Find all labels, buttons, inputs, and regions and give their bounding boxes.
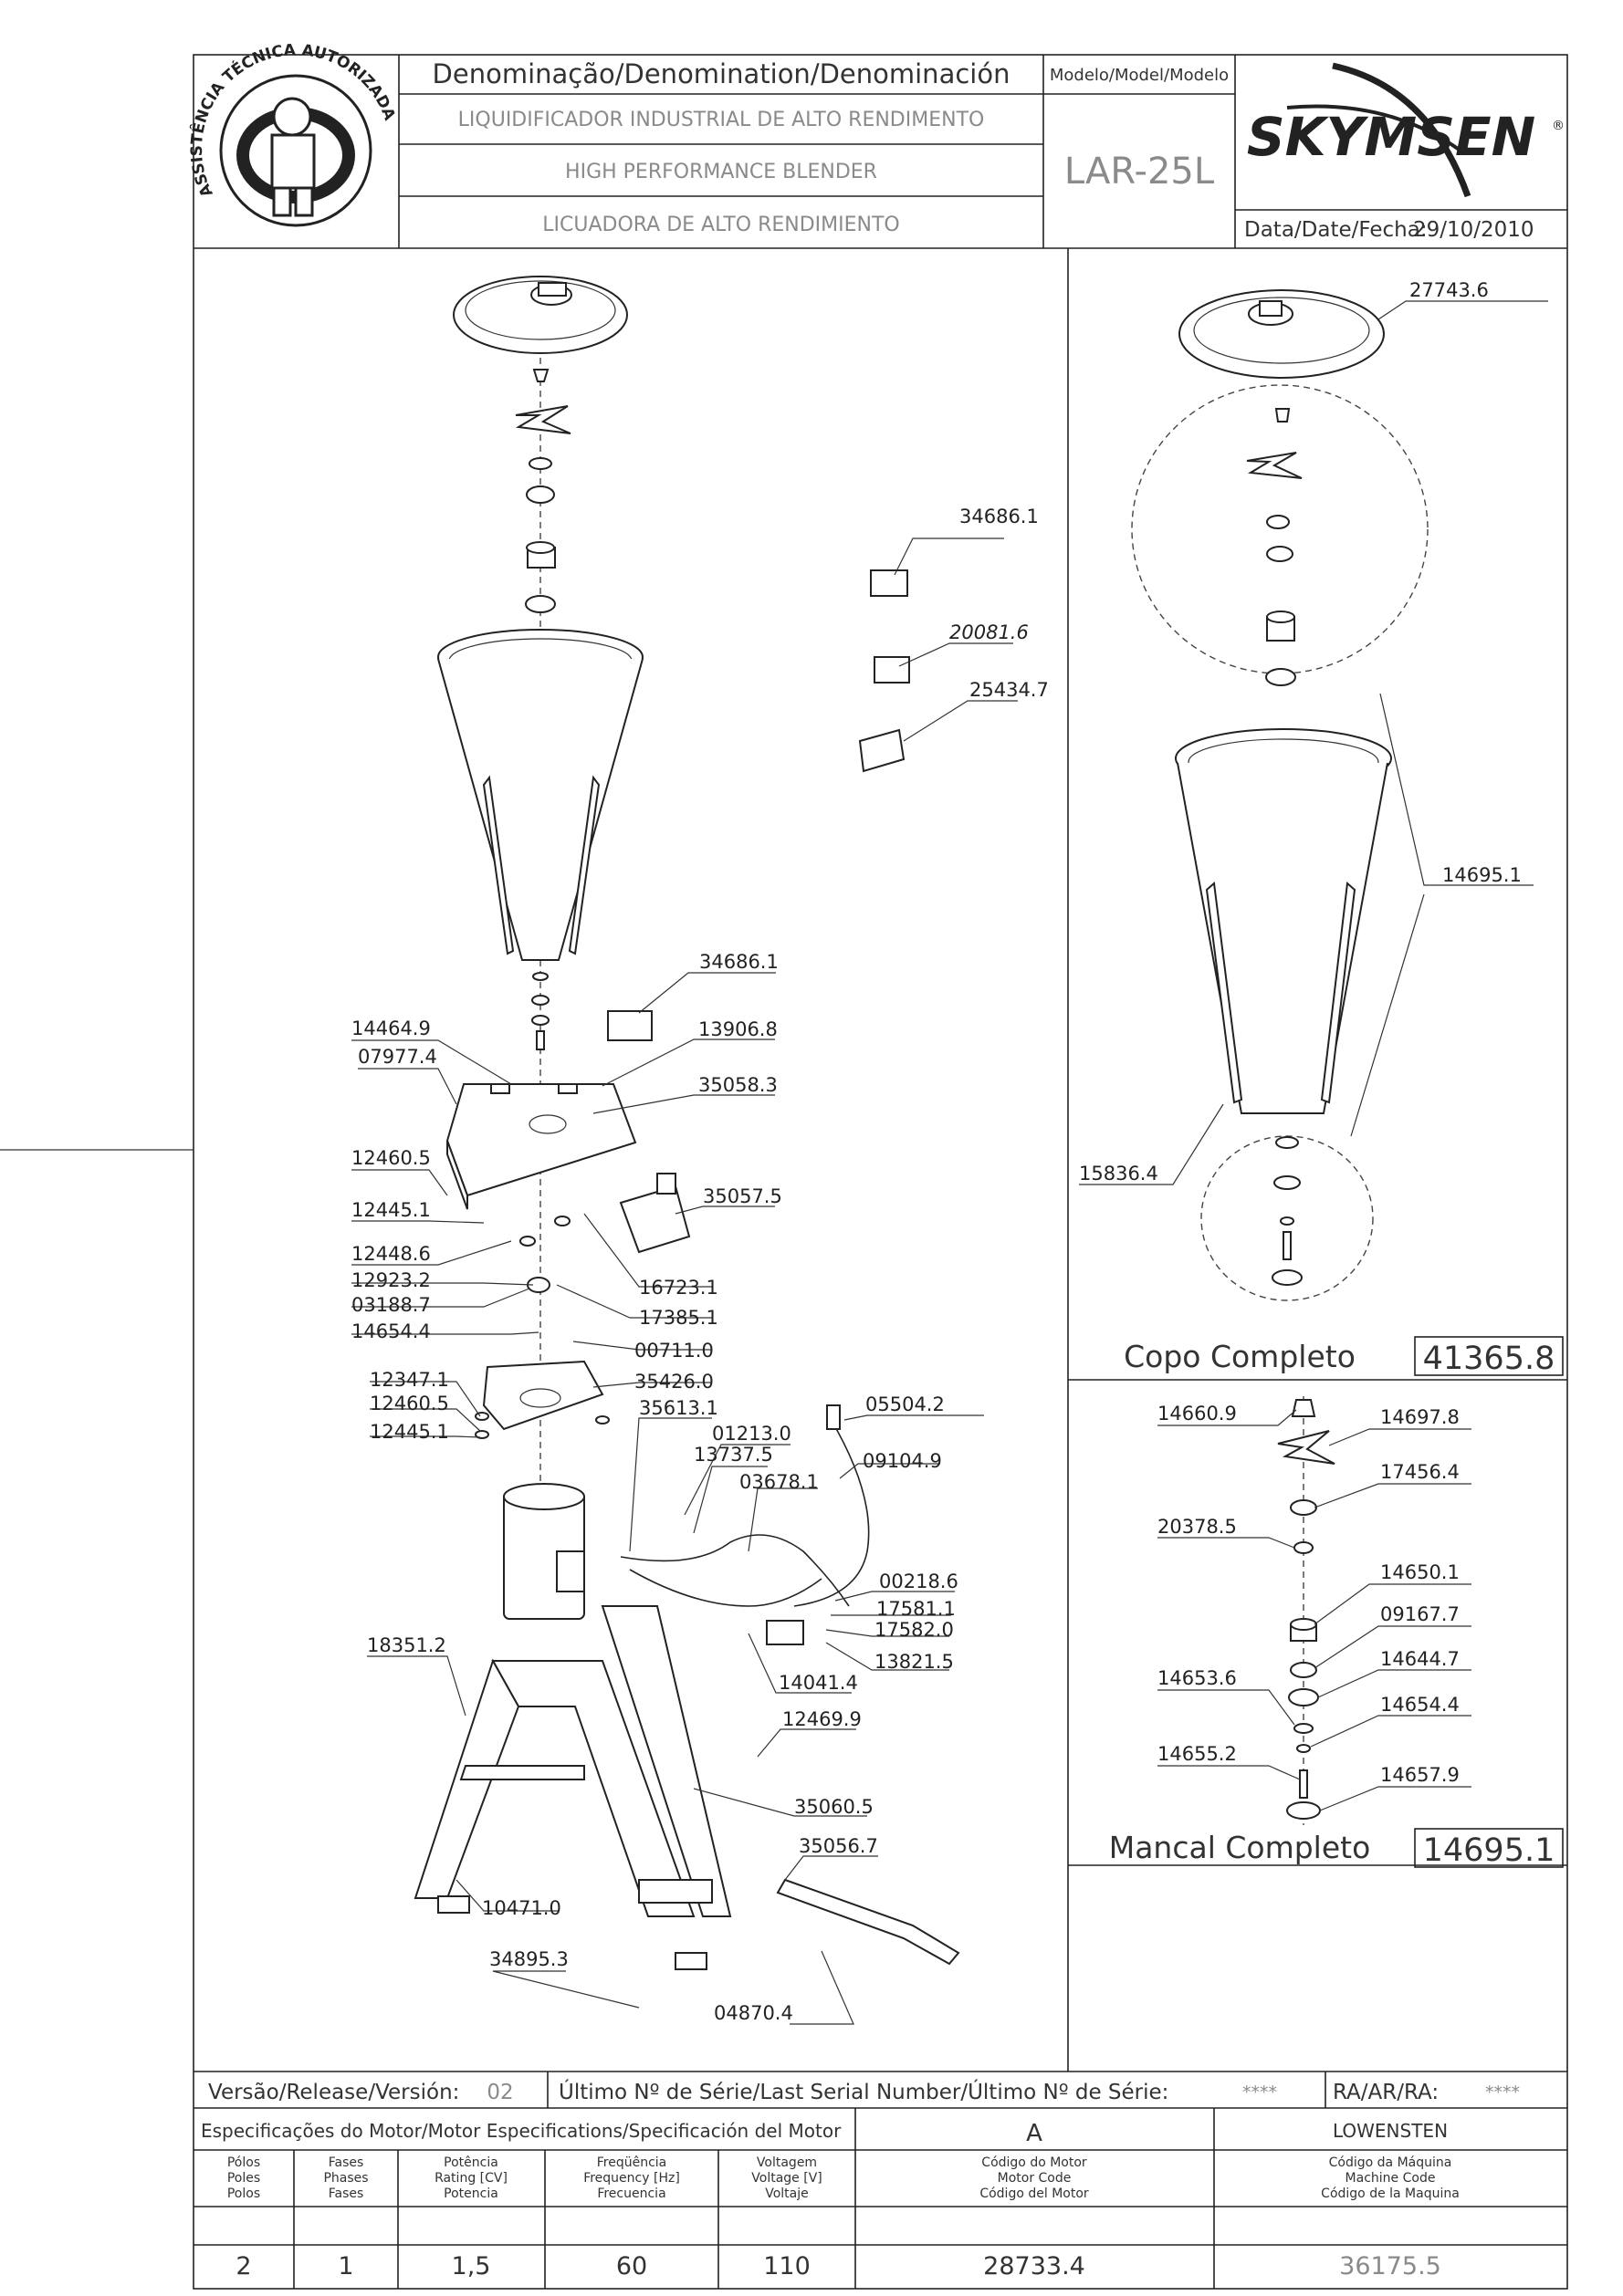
voltage-header: Voltage [V] <box>751 2171 822 2186</box>
version-label: Versão/Release/Versión: <box>208 2081 460 2104</box>
part-label: 20081.6 <box>949 621 1029 643</box>
motor-code-header: Motor Code <box>997 2171 1072 2186</box>
part-label: 34686.1 <box>959 506 1039 527</box>
blank-sticker <box>860 730 904 771</box>
part-label: 16723.1 <box>639 1277 718 1299</box>
phases-header: Fases <box>328 2186 364 2201</box>
frequency-value: 60 <box>615 2252 648 2280</box>
mancal-label: 17456.4 <box>1380 1461 1460 1483</box>
copo-label: 14695.1 <box>1442 864 1522 886</box>
voltage-header: Voltaje <box>765 2186 809 2201</box>
serial-label: Último Nº de Série/Last Serial Number/Último Nº de Série: <box>559 2081 1169 2104</box>
rating-header: Rating [CV] <box>435 2171 508 2186</box>
poles-header: Poles <box>226 2171 261 2186</box>
part-label: 18351.2 <box>367 1634 446 1656</box>
motor-code-value: 28733.4 <box>983 2252 1085 2280</box>
part-label: 03678.1 <box>739 1471 819 1493</box>
mancal-label: 14654.4 <box>1380 1694 1460 1716</box>
part-label: 07977.4 <box>358 1046 437 1068</box>
part-label: 04870.4 <box>714 2002 793 2024</box>
motor-code-header: Código do Motor <box>981 2155 1087 2170</box>
a-frame-stand <box>415 1606 730 1969</box>
rating-header: Potencia <box>444 2186 498 2201</box>
part-label: 25434.7 <box>969 679 1049 701</box>
part-label: 05504.2 <box>865 1393 945 1415</box>
motor-spec-label: Especificações do Motor/Motor Especifications/Specificación del Motor <box>201 2120 842 2142</box>
poles-header: Polos <box>226 2186 261 2201</box>
spec-column-headers <box>227 2155 1460 2201</box>
product-name-en: HIGH PERFORMANCE BLENDER <box>565 161 877 183</box>
part-label: 12347.1 <box>370 1369 449 1391</box>
motor <box>504 1484 584 1619</box>
ra-label: RA/AR/RA: <box>1333 2081 1440 2104</box>
part-label: 17581.1 <box>876 1598 956 1620</box>
copo-title: Copo Completo <box>1124 1339 1356 1374</box>
mancal-label: 14655.2 <box>1157 1743 1237 1765</box>
part-label: 35060.5 <box>794 1796 874 1818</box>
model-label: Modelo/Model/Modelo <box>1049 66 1230 85</box>
mancal-label: 14657.9 <box>1380 1764 1460 1786</box>
part-label: 17582.0 <box>874 1619 954 1641</box>
mancal-label: 20378.5 <box>1157 1516 1237 1538</box>
poles-value: 2 <box>236 2252 252 2280</box>
part-label: 14041.4 <box>779 1672 858 1694</box>
phases-header: Phases <box>323 2171 369 2186</box>
mancal-title: Mancal Completo <box>1108 1830 1371 1865</box>
part-label: 34895.3 <box>489 1948 569 1970</box>
voltage-value: 110 <box>763 2252 811 2280</box>
part-label: 14464.9 <box>351 1018 431 1039</box>
part-label: 10471.0 <box>482 1897 561 1919</box>
part-label: 35056.7 <box>799 1835 878 1857</box>
frequency-header: Freqüência <box>596 2155 667 2170</box>
part-label: 17385.1 <box>639 1307 718 1329</box>
part-label: 09104.9 <box>863 1450 942 1472</box>
mancal-code: 14695.1 <box>1422 1832 1555 1869</box>
part-label: 12460.5 <box>370 1393 449 1414</box>
rating-value: 1,5 <box>451 2252 491 2280</box>
copo-completo-drawing <box>1132 290 1428 1300</box>
spec-values <box>236 2252 1440 2280</box>
part-label: 01213.0 <box>712 1423 791 1445</box>
poles-header: Pólos <box>226 2155 261 2170</box>
authorized-service-badge <box>187 41 398 225</box>
phases-value: 1 <box>338 2252 354 2280</box>
part-label: 13821.5 <box>874 1651 954 1673</box>
part-label: 03188.7 <box>351 1294 431 1316</box>
part-label: 00711.0 <box>634 1340 714 1362</box>
part-label: 12460.5 <box>351 1147 431 1169</box>
date-value: 29/10/2010 <box>1413 218 1534 242</box>
part-label: 34686.1 <box>699 951 779 973</box>
machine-code-header: Código da Máquina <box>1328 2155 1452 2170</box>
base-top-plate <box>447 1084 635 1209</box>
main-assembly <box>415 277 958 1969</box>
part-label: 13737.5 <box>694 1444 773 1466</box>
mancal-label: 14644.7 <box>1380 1648 1460 1670</box>
motor-mount <box>484 1362 602 1429</box>
frequency-header: Frecuencia <box>597 2186 666 2201</box>
warning-sticker-3 <box>608 1011 652 1040</box>
cross-bar <box>778 1880 958 1964</box>
copo-code: 41365.8 <box>1422 1341 1555 1377</box>
ra-value: **** <box>1485 2082 1520 2103</box>
serial-value: **** <box>1242 2082 1277 2103</box>
part-label: 35058.3 <box>698 1074 778 1096</box>
mancal-label: 14650.1 <box>1380 1561 1460 1583</box>
brand-name: SKYMSEN <box>1246 106 1536 168</box>
product-name-es: LICUADORA DE ALTO RENDIMIENTO <box>542 214 900 236</box>
mancal-label: 14660.9 <box>1157 1403 1237 1425</box>
machine-code-header: Código de la Maquina <box>1321 2186 1460 2201</box>
warning-sticker-1 <box>871 570 907 596</box>
date-label: Data/Date/Fecha: <box>1244 218 1428 242</box>
side-bracket <box>621 1186 689 1252</box>
badge-text: ASSISTÊNCIA TÉCNICA AUTORIZADA <box>187 41 399 200</box>
blade <box>516 406 571 433</box>
copo-label: 27743.6 <box>1409 279 1489 301</box>
mancal-label: 14697.8 <box>1380 1406 1460 1428</box>
part-label: 12923.2 <box>351 1269 431 1291</box>
skymsen-logo <box>1247 66 1565 196</box>
part-label: 12469.9 <box>782 1708 862 1730</box>
mancal-label: 14653.6 <box>1157 1667 1237 1689</box>
motor-code-header: Código del Motor <box>979 2186 1089 2201</box>
part-label: 14654.4 <box>351 1320 431 1342</box>
blender-jar <box>438 630 643 960</box>
rating-header: Potência <box>444 2155 498 2170</box>
manufacturer: LOWENSTEN <box>1332 2120 1449 2142</box>
denomination-label: Denominação/Denomination/Denominación <box>432 58 1010 89</box>
motor-variant: A <box>1026 2120 1042 2147</box>
version-value: 02 <box>487 2081 514 2104</box>
part-label: 35613.1 <box>639 1397 718 1419</box>
part-label: 35426.0 <box>634 1371 714 1393</box>
part-label: 12445.1 <box>351 1199 431 1221</box>
machine-code-header: Machine Code <box>1345 2171 1436 2186</box>
nut <box>534 370 548 381</box>
phases-header: Fases <box>328 2155 364 2170</box>
part-label: 00218.6 <box>879 1571 958 1592</box>
copo-label: 15836.4 <box>1079 1163 1158 1185</box>
part-label: 35057.5 <box>703 1185 782 1207</box>
part-label: 13906.8 <box>698 1018 778 1040</box>
product-name-pt: LIQUIDIFICADOR INDUSTRIAL DE ALTO RENDIMENTO <box>457 109 985 131</box>
model-code: LAR-25L <box>1063 151 1215 193</box>
warning-sticker-2 <box>874 657 909 683</box>
voltage-header: Voltagem <box>756 2155 818 2170</box>
sheet-border <box>194 55 1567 2289</box>
svg-text:®: ® <box>1552 119 1565 133</box>
part-label: 12445.1 <box>370 1421 449 1443</box>
mancal-label: 09167.7 <box>1380 1603 1460 1625</box>
footer-table <box>201 2072 1520 2289</box>
mancal-completo-drawing <box>1278 1396 1335 1825</box>
frequency-header: Frequency [Hz] <box>583 2171 680 2186</box>
part-label: 12448.6 <box>351 1243 431 1265</box>
machine-code-value: 36175.5 <box>1339 2252 1441 2280</box>
